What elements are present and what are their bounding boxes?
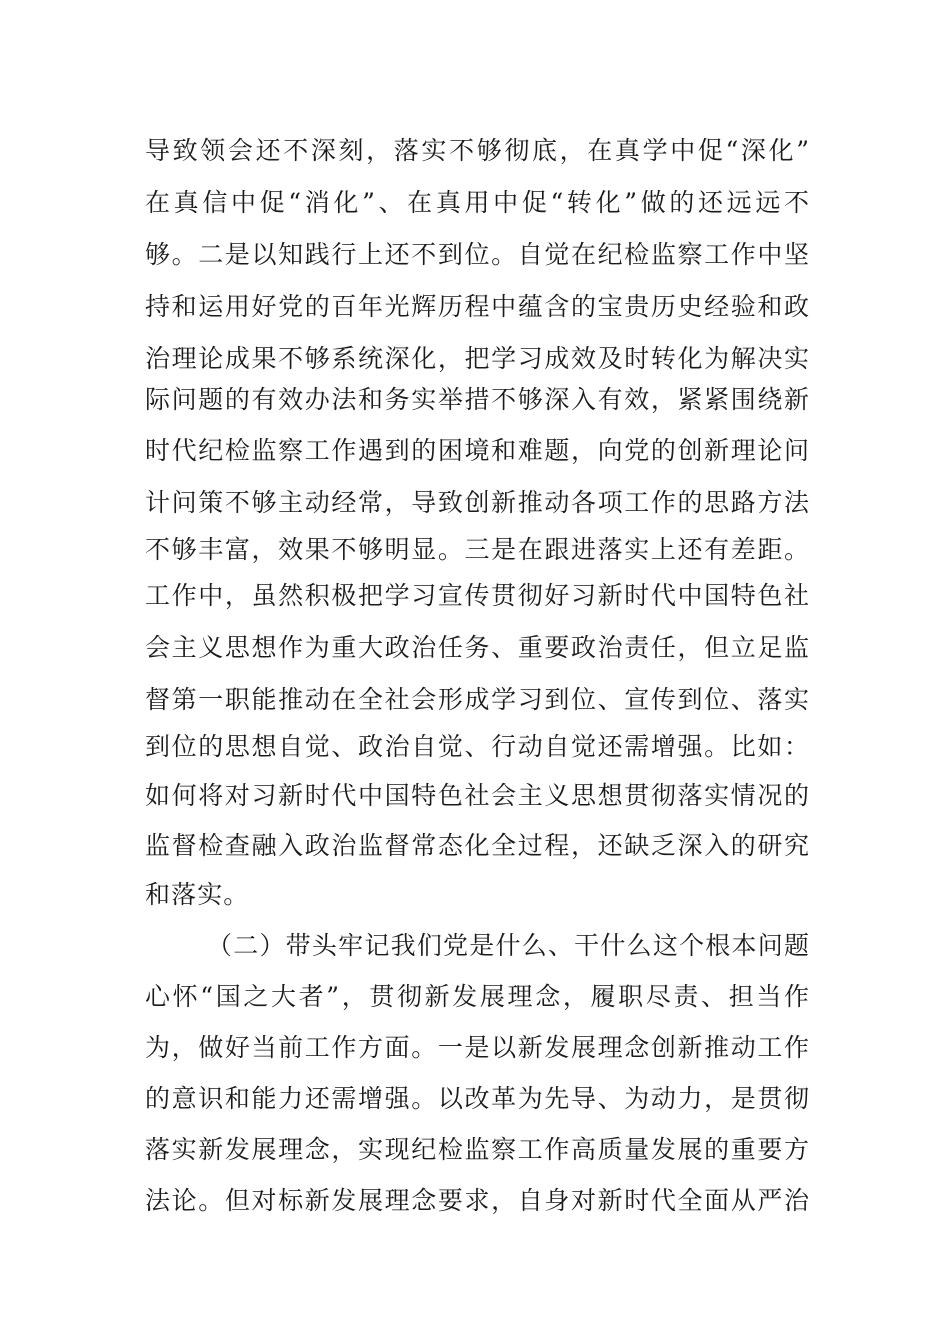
paragraph-2-line-5: 落实新发展理念，实现纪检监察工作高质量发展的重要方 [145, 1135, 809, 1164]
paragraph-2-line-2: 心怀“国之大者”，贯彻新发展理念，履职尽责、担当作 [145, 982, 809, 1011]
paragraph-2-line-3: 为，做好当前工作方面。一是以新发展理念创新推动工作 [145, 1033, 809, 1062]
paragraph-1-line-7: 时代纪检监察工作遇到的困境和难题，向党的创新理论问 [145, 436, 809, 465]
paragraph-1-line-5: 治理论成果不够系统深化，把学习成效及时转化为解决实 [145, 344, 809, 373]
paragraph-1-line-1: 导致领会还不深刻，落实不够彻底，在真学中促“深化” [145, 136, 809, 165]
paragraph-1-line-11: 会主义思想作为重大政治任务、重要政治责任，但立足监 [145, 633, 809, 662]
paragraph-2-line-6: 法论。但对标新发展理念要求，自身对新时代全面从严治 [145, 1186, 809, 1215]
paragraph-1-line-6: 际问题的有效办法和务实举措不够深入有效，紧紧围绕新 [145, 385, 809, 414]
paragraph-1-line-12: 督第一职能推动在全社会形成学习到位、宣传到位、落实 [145, 685, 809, 714]
paragraph-2-line-1: （二）带头牢记我们党是什么、干什么这个根本问题 [207, 931, 809, 960]
paragraph-1-line-10: 工作中，虽然积极把学习宣传贯彻好习新时代中国特色社 [145, 581, 809, 610]
paragraph-1-line-4: 持和运用好党的百年光辉历程中蕴含的宝贵历史经验和政 [145, 292, 809, 321]
paragraph-1-line-16: 和落实。 [145, 880, 250, 909]
paragraph-2-line-4: 的意识和能力还需增强。以改革为先导、为动力，是贯彻 [145, 1084, 809, 1113]
paragraph-1-line-2: 在真信中促“消化”、在真用中促“转化”做的还远远不 [145, 188, 809, 217]
paragraph-1-line-9: 不够丰富，效果不够明显。三是在跟进落实上还有差距。 [145, 535, 809, 564]
paragraph-1-line-13: 到位的思想自觉、政治自觉、行动自觉还需增强。比如： [145, 732, 809, 761]
paragraph-1-line-15: 监督检查融入政治监督常态化全过程，还缺乏深入的研究 [145, 831, 809, 860]
paragraph-1-line-3: 够。二是以知践行上还不到位。自觉在纪检监察工作中坚 [145, 240, 809, 269]
paragraph-1-line-8: 计问策不够主动经常，导致创新推动各项工作的思路方法 [145, 488, 809, 517]
paragraph-1-line-14: 如何将对习新时代中国特色社会主义思想贯彻落实情况的 [145, 781, 809, 810]
